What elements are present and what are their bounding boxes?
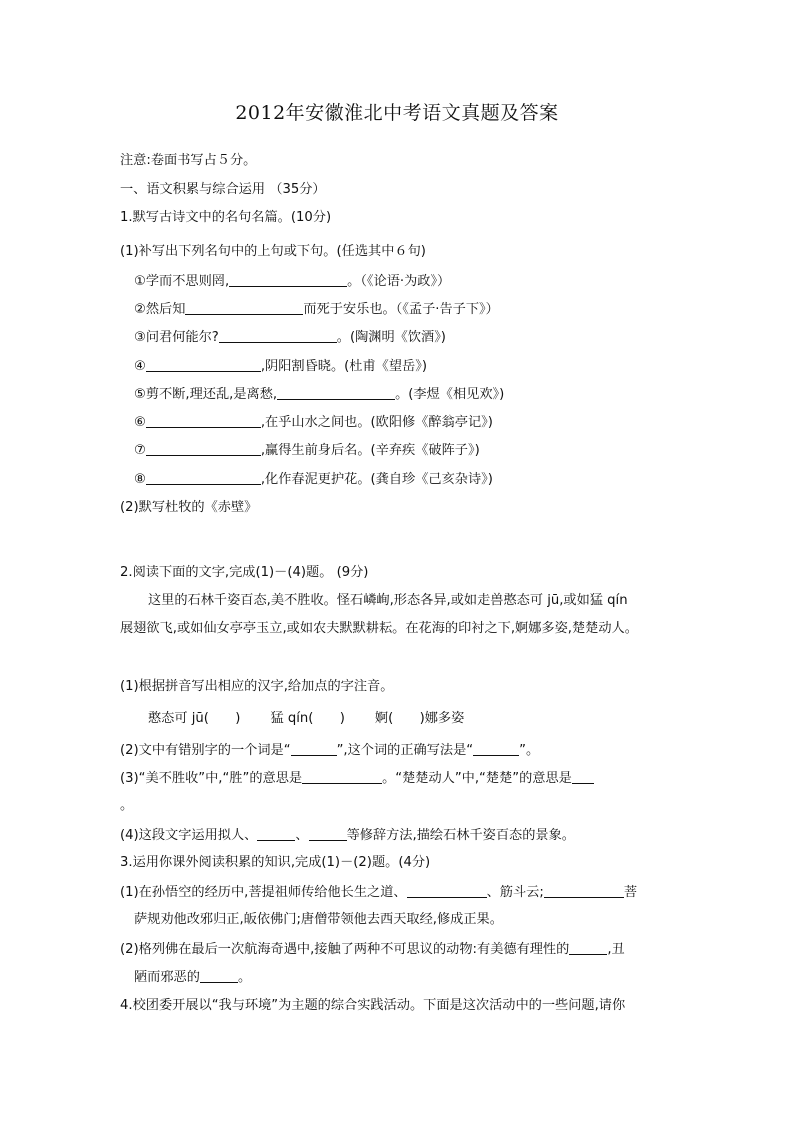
question-1-part-2: (2)默写杜牧的《赤壁》 [120,500,258,515]
fill-item-prefix: ⑤剪不断,理还乱,是离愁, [134,387,278,402]
section-heading: 一、语文积累与综合运用 （35分） [120,182,326,197]
fill-item-prefix: ⑦ [134,443,146,458]
pinyin-item: 猛 qín( ) [270,711,345,726]
answer-blank[interactable] [473,741,519,756]
answer-blank[interactable] [146,441,261,456]
fill-item-prefix: ⑧ [134,472,146,487]
fill-item-prefix: ⑥ [134,415,146,430]
sub-text: ”。 [519,743,540,758]
sub-text: 等修辞方法,描绘石林千姿百态的景象。 [346,828,575,843]
sub-text: (4)这段文字运用拟人、 [120,828,258,843]
fill-item-suffix: 而死于安乐也。（《孟子·告子下》） [303,302,499,317]
sub-text: (2)格列佛在最后一次航海奇遇中,接触了两种不可思议的动物:有美德有理性的 [120,942,570,957]
fill-item-suffix: 。(李煜《相见欢》) [395,387,505,402]
fill-item [134,272,450,291]
note-text: 注意:卷面书写占５分。 [120,153,257,168]
pinyin-item: 婀( )娜多姿 [374,711,465,726]
fill-item-suffix: ,阴阳割昏晓。(杜甫《望岳》) [260,359,427,374]
answer-blank[interactable] [572,769,594,784]
fill-item [134,470,493,489]
sub-text: 陋而邪恶的 [134,970,200,985]
sub-text: 。 [237,970,252,985]
sub-text: ”,这个词的正确写法是“ [336,743,474,758]
fill-item-prefix: ④ [134,359,146,374]
answer-blank[interactable] [200,968,238,983]
question-2-sub-1: (1)根据拼音写出相应的汉字,给加点的字注音。 [120,679,394,694]
answer-blank[interactable] [302,769,382,784]
answer-blank[interactable] [219,328,337,343]
answer-blank[interactable] [146,470,261,485]
fill-item-prefix: ②然后知 [134,302,186,317]
question-1-heading: 1.默写古诗文中的名句名篇。(10分) [120,210,332,225]
sub-text: (2)文中有错别字的一个词是“ [120,743,291,758]
fill-item [134,413,493,432]
passage-line: 展翅欲飞,或如仙女亭亭玉立,或如农夫默默耕耘。在花海的印衬之下,婀娜多姿,楚楚动人。 [120,621,638,636]
sub-text: 。“楚楚动人”中,“楚楚”的意思是 [382,771,572,786]
answer-blank[interactable] [229,272,347,287]
question-1-part-1: (1)补写出下列名句中的上句或下句。(任选其中６句) [120,244,426,259]
pinyin-row [148,710,464,728]
answer-blank[interactable] [309,826,347,841]
answer-blank[interactable] [146,413,261,428]
fill-item [134,300,499,319]
sub-text: (3)“美不胜收”中,“胜”的意思是 [120,771,303,786]
answer-blank[interactable] [277,385,395,400]
question-2-sub-4 [120,826,575,845]
answer-blank[interactable] [146,357,261,372]
question-4-heading: 4.校团委开展以“我与环境”为主题的综合实践活动。下面是这次活动中的一些问题,请你 [120,998,626,1013]
question-2-heading: 2.阅读下面的文字,完成(1)－(4)题。 (9分) [120,565,369,580]
fill-item-prefix: ③问君何能尔? [134,330,219,345]
question-2-sub-3-end: 。 [120,798,134,813]
answer-blank[interactable] [544,883,624,898]
fill-item-prefix: ①学而不思则罔, [134,274,230,289]
fill-item [134,441,480,460]
sub-text: 、筋斗云; [486,885,544,900]
fill-item-suffix: 。(陶渊明《饮酒》) [336,330,446,345]
fill-item-suffix: ,赢得生前身后名。(辛弃疾《破阵子》) [260,443,480,458]
pinyin-item: 憨态可 jū( ) [148,711,241,726]
fill-item [134,357,427,376]
passage-line: 这里的石林千姿百态,美不胜收。怪石嶙峋,形态各异,或如走兽憨态可 jū,或如猛 qín [148,593,628,608]
fill-item-suffix: ,化作春泥更护花。(龚自珍《己亥杂诗》) [260,472,493,487]
question-2-sub-2 [120,741,539,760]
sub-text: 、 [295,828,309,843]
question-3-sub-2 [120,940,625,959]
question-3-sub-1-cont: 萨规劝他改邪归正,皈依佛门;唐僧带领他去西天取经,修成正果。 [134,912,503,927]
answer-blank[interactable] [407,883,487,898]
fill-item-suffix: 。（《论语·为政》） [347,274,451,289]
answer-blank[interactable] [291,741,337,756]
answer-blank[interactable] [569,940,607,955]
sub-text: (1)在孙悟空的经历中,菩提祖师传给他长生之道、 [120,885,407,900]
answer-blank[interactable] [185,300,303,315]
fill-item [134,385,504,404]
question-2-sub-3 [120,769,594,788]
page-title: 2012年安徽淮北中考语文真题及答案 [235,102,559,124]
fill-item-suffix: ,在乎山水之间也。(欧阳修《醉翁亭记》) [260,415,493,430]
question-3-sub-1 [120,883,637,902]
question-3-heading: 3.运用你课外阅读积累的知识,完成(1)－(2)题。(4分) [120,855,431,870]
sub-text: 菩 [623,885,638,900]
answer-blank[interactable] [257,826,295,841]
sub-text: ,丑 [607,942,625,957]
question-3-sub-2-cont [134,968,251,987]
fill-item [134,328,446,347]
